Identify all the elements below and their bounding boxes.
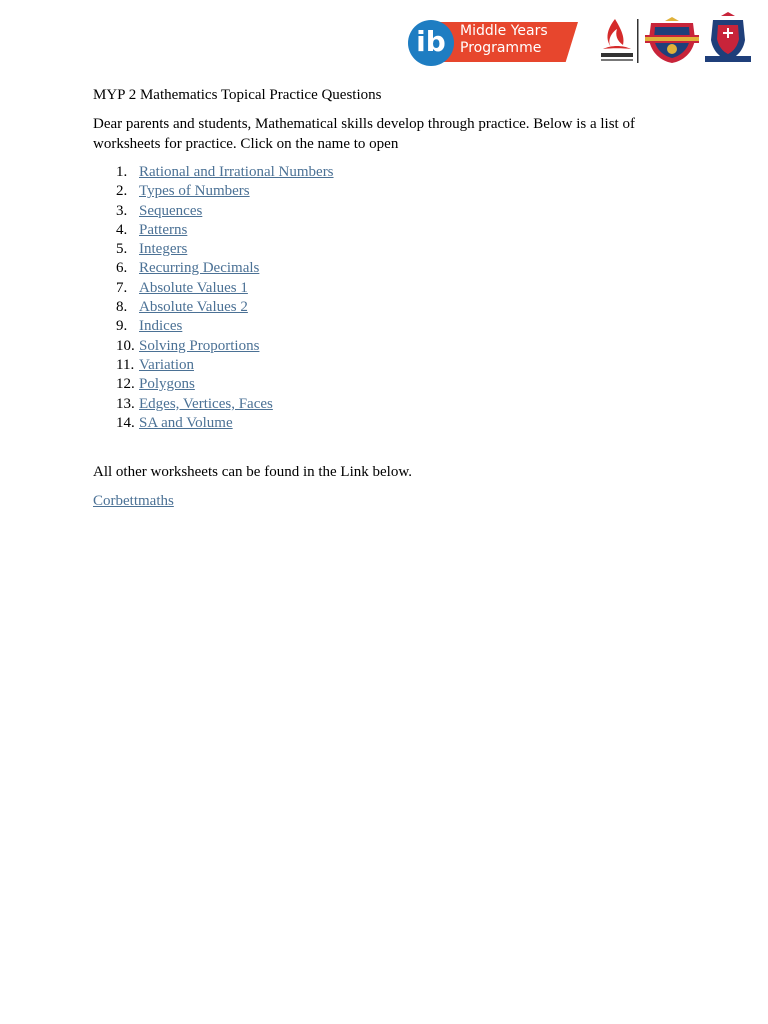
list-number: 1.: [116, 164, 128, 180]
worksheet-link-rational-irrational[interactable]: Rational and Irrational Numbers: [139, 164, 334, 180]
worksheet-link-sa-and-volume[interactable]: SA and Volume: [139, 414, 233, 431]
list-number: 9.: [116, 318, 128, 335]
list-number: 13.: [116, 395, 135, 412]
list-item: [93, 414, 683, 433]
other-worksheets-text: All other worksheets can be found in the Link below.: [93, 464, 412, 481]
worksheet-link-indices[interactable]: Indices: [139, 318, 183, 335]
ib-logo-line-2: Programme: [460, 40, 542, 56]
list-number: 5.: [116, 241, 128, 258]
worksheet-link-absolute-values-1[interactable]: Absolute Values 1: [139, 279, 248, 296]
external-link-row: [93, 491, 683, 511]
list-item: [93, 221, 683, 240]
list-number: 4.: [116, 221, 128, 238]
corbettmaths-link[interactable]: Corbettmaths: [93, 493, 174, 510]
list-item: [93, 240, 683, 259]
list-number: 10.: [116, 337, 135, 354]
worksheet-link-recurring-decimals[interactable]: Recurring Decimals: [139, 260, 260, 277]
school-shield-icon: [703, 12, 753, 66]
worksheet-link-edges-vertices-faces[interactable]: Edges, Vertices, Faces: [139, 395, 273, 412]
list-item: [93, 395, 683, 414]
ib-logo-text: [460, 23, 548, 57]
list-number: 6.: [116, 260, 128, 277]
list-item: [93, 279, 683, 298]
list-item: [93, 163, 683, 182]
worksheet-link-variation[interactable]: Variation: [139, 356, 194, 373]
worksheet-link-integers[interactable]: Integers: [139, 241, 188, 258]
document-body: [93, 86, 683, 511]
list-number: 2.: [116, 183, 128, 200]
list-item: [93, 337, 683, 356]
list-number: 11.: [116, 356, 135, 373]
list-number: 12.: [116, 376, 135, 393]
list-item: [93, 375, 683, 394]
school-crest-icon: [643, 17, 701, 65]
worksheet-link-patterns[interactable]: Patterns: [139, 221, 188, 238]
sail-flame-logo-icon: [597, 15, 641, 65]
worksheet-link-absolute-values-2[interactable]: Absolute Values 2: [139, 299, 248, 316]
intro-paragraph: Dear parents and students, Mathematical skills develop through practice. Below is a list of worksheets for practice. Click on the name to open: [93, 116, 635, 152]
list-number: 7.: [116, 279, 128, 296]
list-item: [93, 182, 683, 201]
list-item: [93, 356, 683, 375]
header-logos: [405, 12, 755, 70]
list-number: 3.: [116, 202, 128, 219]
list-item: [93, 202, 683, 221]
list-number: 8.: [116, 299, 128, 316]
worksheet-link-solving-proportions[interactable]: Solving Proportions: [139, 337, 260, 354]
list-item: [93, 298, 683, 317]
list-item: [93, 259, 683, 278]
list-item: [93, 317, 683, 336]
worksheet-link-types-of-numbers[interactable]: Types of Numbers: [139, 183, 250, 200]
page-title: MYP 2 Mathematics Topical Practice Questions: [93, 87, 382, 103]
worksheet-link-sequences[interactable]: Sequences: [139, 202, 203, 219]
worksheet-list: [93, 163, 683, 433]
ib-logo-line-1: Middle Years: [460, 23, 548, 39]
ib-logo-circle: ib: [408, 20, 454, 66]
ib-myp-logo: [408, 20, 580, 66]
list-number: 14.: [116, 414, 135, 431]
worksheet-link-polygons[interactable]: Polygons: [139, 376, 195, 393]
